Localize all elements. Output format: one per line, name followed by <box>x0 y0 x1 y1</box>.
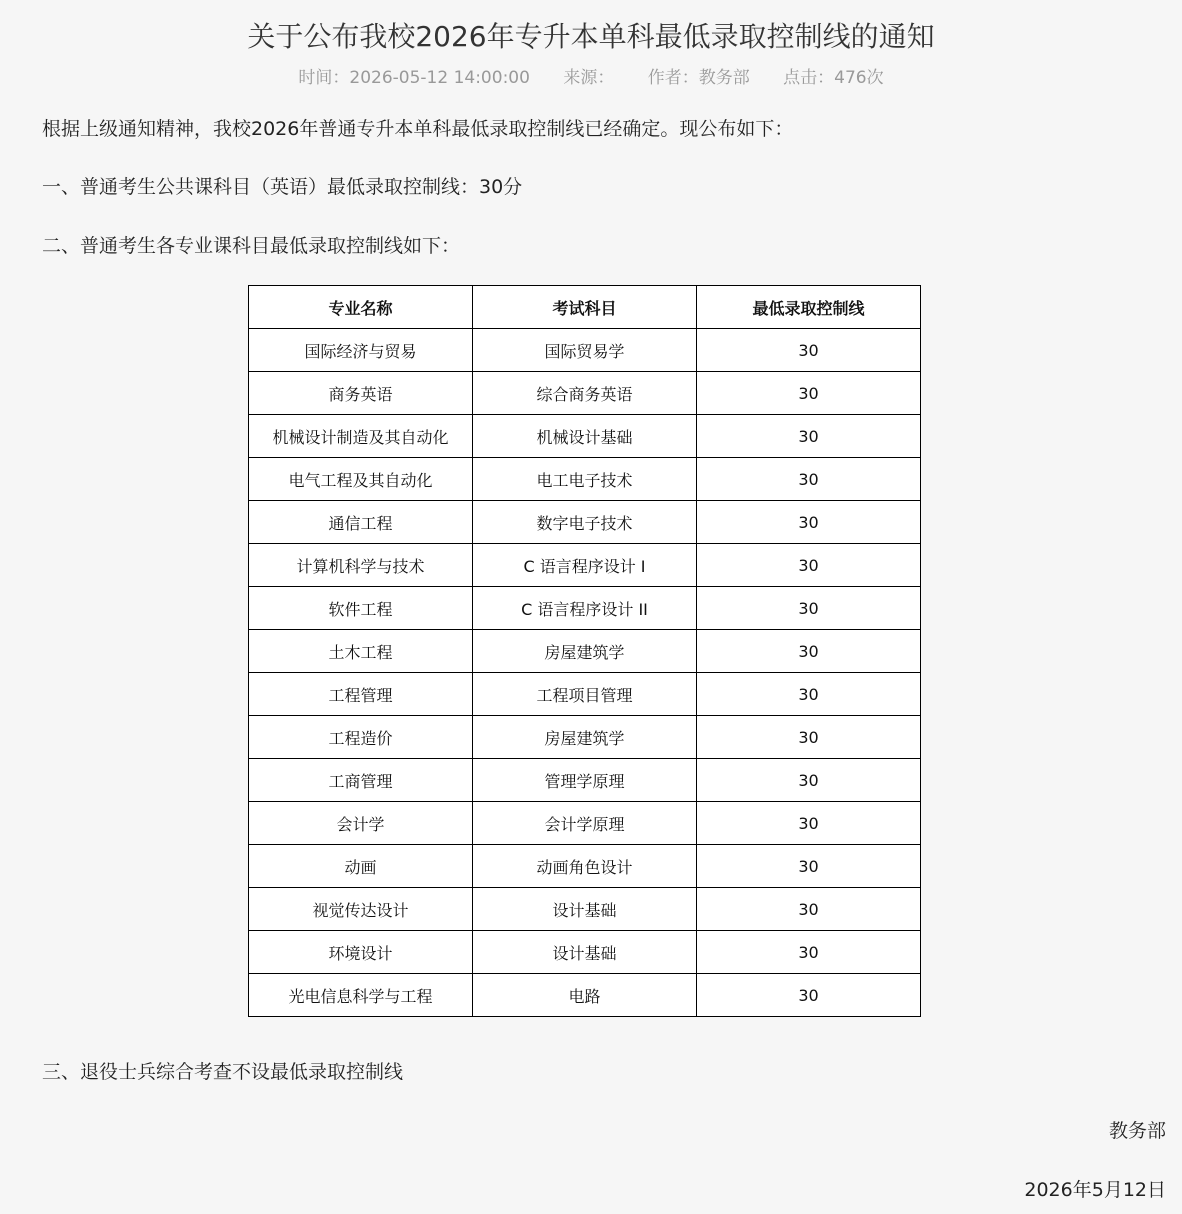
cell-min-score: 30 <box>697 845 921 888</box>
table-row <box>249 974 921 1017</box>
cell-major: 国际经济与贸易 <box>249 329 473 372</box>
cell-subject: 国际贸易学 <box>473 329 697 372</box>
cell-min-score: 30 <box>697 888 921 931</box>
cell-min-score: 30 <box>697 415 921 458</box>
cell-subject: C 语言程序设计 I <box>473 544 697 587</box>
cell-min-score: 30 <box>697 501 921 544</box>
cell-subject: 电路 <box>473 974 697 1017</box>
cell-major: 动画 <box>249 845 473 888</box>
signature-date: 2026年5月12日 <box>1024 1179 1166 1201</box>
cell-major: 会计学 <box>249 802 473 845</box>
cell-subject: 动画角色设计 <box>473 845 697 888</box>
table-body <box>249 329 921 1017</box>
publish-time: 时间：2026-05-12 14:00:00 <box>298 68 530 88</box>
cell-subject: 电工电子技术 <box>473 458 697 501</box>
cell-min-score: 30 <box>697 458 921 501</box>
table-row <box>249 888 921 931</box>
table-row <box>249 673 921 716</box>
click-count: 点击：476次 <box>783 68 884 88</box>
cell-subject: C 语言程序设计 II <box>473 587 697 630</box>
cell-major: 软件工程 <box>249 587 473 630</box>
author-label: 作者：教务部 <box>647 68 750 88</box>
cell-subject: 综合商务英语 <box>473 372 697 415</box>
cell-min-score: 30 <box>697 587 921 630</box>
table-row <box>249 458 921 501</box>
cell-min-score: 30 <box>697 372 921 415</box>
cell-subject: 设计基础 <box>473 888 697 931</box>
cell-subject: 管理学原理 <box>473 759 697 802</box>
cell-subject: 数字电子技术 <box>473 501 697 544</box>
table-row <box>249 587 921 630</box>
cell-major: 工程管理 <box>249 673 473 716</box>
table-row <box>249 501 921 544</box>
cell-major: 计算机科学与技术 <box>249 544 473 587</box>
header-subject: 考试科目 <box>473 286 697 329</box>
intro-paragraph: 根据上级通知精神，我校2026年普通专升本单科最低录取控制线已经确定。现公布如下： <box>42 118 794 140</box>
cell-min-score: 30 <box>697 673 921 716</box>
item-1-paragraph: 一、普通考生公共课科目（英语）最低录取控制线：30分 <box>42 176 523 198</box>
table-header-row <box>249 286 921 329</box>
cell-major: 环境设计 <box>249 931 473 974</box>
page-title: 关于公布我校2026年专升本单科最低录取控制线的通知 <box>247 20 935 53</box>
header-major: 专业名称 <box>249 286 473 329</box>
table-row <box>249 759 921 802</box>
cell-major: 视觉传达设计 <box>249 888 473 931</box>
table-row <box>249 716 921 759</box>
cell-subject: 房屋建筑学 <box>473 716 697 759</box>
table-row <box>249 329 921 372</box>
cell-min-score: 30 <box>697 802 921 845</box>
cell-subject: 会计学原理 <box>473 802 697 845</box>
cell-subject: 工程项目管理 <box>473 673 697 716</box>
cell-subject: 房屋建筑学 <box>473 630 697 673</box>
cell-subject: 机械设计基础 <box>473 415 697 458</box>
item-2-paragraph: 二、普通考生各专业课科目最低录取控制线如下： <box>42 235 461 257</box>
table-row <box>249 931 921 974</box>
cell-min-score: 30 <box>697 931 921 974</box>
article-meta <box>0 66 1182 90</box>
header-min-score: 最低录取控制线 <box>697 286 921 329</box>
signature: 教务部 <box>1108 1120 1166 1142</box>
table-row <box>249 415 921 458</box>
cell-subject: 设计基础 <box>473 931 697 974</box>
cell-min-score: 30 <box>697 329 921 372</box>
cell-min-score: 30 <box>697 974 921 1017</box>
cell-major: 工商管理 <box>249 759 473 802</box>
table-row <box>249 802 921 845</box>
score-table <box>248 285 921 1017</box>
cell-major: 机械设计制造及其自动化 <box>249 415 473 458</box>
cell-major: 商务英语 <box>249 372 473 415</box>
cell-min-score: 30 <box>697 759 921 802</box>
cell-min-score: 30 <box>697 716 921 759</box>
cell-major: 光电信息科学与工程 <box>249 974 473 1017</box>
cell-min-score: 30 <box>697 544 921 587</box>
table-row <box>249 544 921 587</box>
source-label: 来源： <box>563 68 615 88</box>
table-row <box>249 630 921 673</box>
table-row <box>249 372 921 415</box>
cell-major: 工程造价 <box>249 716 473 759</box>
cell-min-score: 30 <box>697 630 921 673</box>
item-3-paragraph: 三、退役士兵综合考查不设最低录取控制线 <box>42 1061 404 1083</box>
cell-major: 电气工程及其自动化 <box>249 458 473 501</box>
cell-major: 土木工程 <box>249 630 473 673</box>
cell-major: 通信工程 <box>249 501 473 544</box>
table-row <box>249 845 921 888</box>
